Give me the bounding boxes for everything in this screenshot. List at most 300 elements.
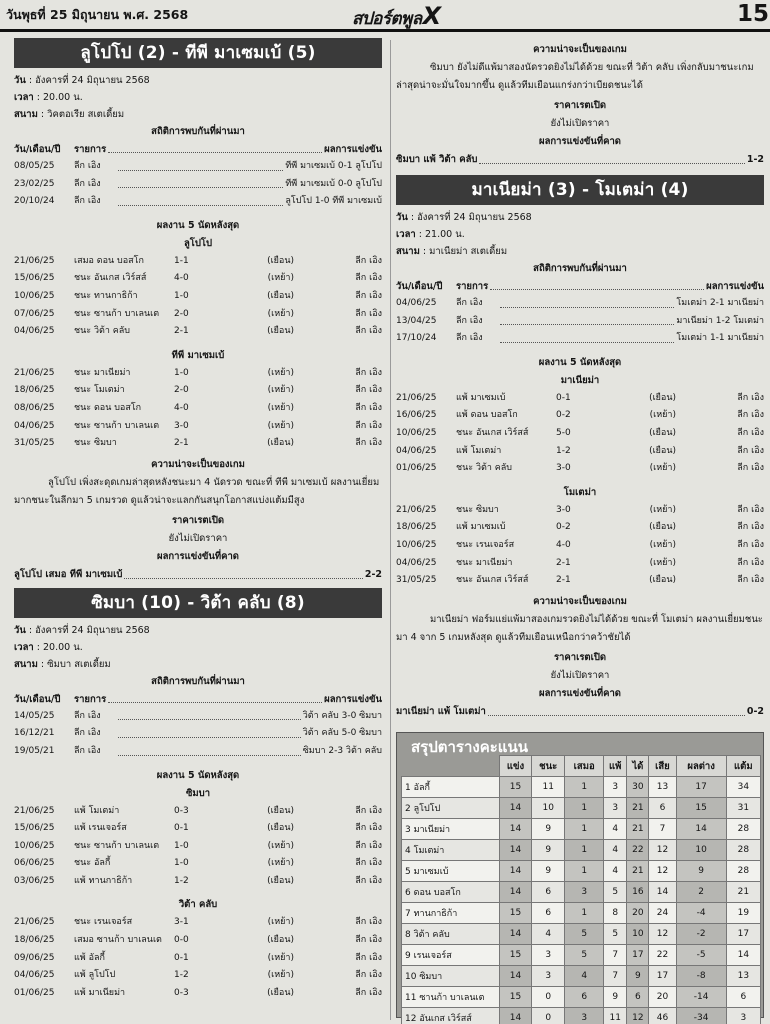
form-score: 1-1: [174, 255, 189, 266]
publication-logo: [352, 2, 441, 32]
standings-value: 13: [649, 777, 676, 798]
prediction-row: [396, 151, 764, 169]
standings-position: 10: [405, 972, 417, 982]
prob-title: ความน่าจะเป็นของเกม: [151, 458, 245, 470]
logo-text: สปอร์ตพูล: [352, 9, 422, 29]
standings-row: [402, 987, 761, 1008]
standings-team-cell: [402, 966, 500, 987]
standings-value: 24: [649, 903, 676, 924]
form-venue-type: (เหย้า): [267, 840, 294, 851]
form-opponent: ชนะ ซิมบา: [74, 438, 117, 449]
standings-team-cell: [402, 819, 500, 840]
form-competition: ลีก เอิง: [355, 935, 382, 946]
form-row: [14, 873, 382, 891]
standings-value: 7: [603, 945, 626, 966]
standings-team-name: อัลกี้: [413, 783, 430, 793]
form-row: [396, 502, 764, 520]
standings-value: 5: [603, 924, 626, 945]
form-row: [14, 967, 382, 985]
match-preview-2: [14, 588, 382, 1003]
venue-colon: :: [37, 109, 48, 120]
standings-value: 3: [603, 798, 626, 819]
form-score: 2-1: [556, 557, 571, 568]
standings-value: 3: [603, 777, 626, 798]
form-opponent: แพ้ อัลกี้: [74, 952, 105, 963]
standings-row: [402, 777, 761, 798]
standings-value: 22: [649, 945, 676, 966]
col-date-header: วัน/เดือน/ปี: [14, 693, 61, 705]
form-competition: ลีก เอิง: [737, 575, 764, 586]
form-date: 04/06/25: [396, 557, 437, 568]
odds-title: ราคาเรตเปิด: [553, 651, 607, 663]
form-competition: ลีก เอิง: [355, 290, 382, 301]
standings-value: 0: [532, 987, 565, 1008]
h2h-competition: ลีก เอิง: [456, 333, 483, 344]
standings-col-header: แพ้: [603, 756, 626, 777]
standings-value: 1: [565, 819, 604, 840]
form-title: ผลงาน 5 นัดหลังสุด: [156, 769, 240, 781]
standings-value: 1: [565, 798, 604, 819]
form-score: 0-1: [174, 952, 189, 963]
prediction-text: มาเนียม่า แพ้ โมเตม่า: [396, 705, 486, 717]
form-row: [396, 460, 764, 478]
standings-value: 12: [649, 861, 676, 882]
standings-value: 5: [603, 882, 626, 903]
form-venue-type: (เยือน): [267, 987, 294, 998]
right-column: [396, 38, 764, 721]
venue-colon: :: [37, 658, 48, 670]
standings-body: [402, 777, 761, 1024]
form-competition: ลีก เอิง: [737, 463, 764, 474]
leader-dots: [118, 158, 283, 171]
standings-team-cell: [402, 861, 500, 882]
standings-row: [402, 1008, 761, 1024]
form-date: 18/06/25: [14, 385, 55, 396]
form-opponent: ชนะ ซิมบา: [456, 504, 499, 515]
standings-team-cell: [402, 924, 500, 945]
standings-value: 46: [649, 1008, 676, 1024]
form-row: [396, 443, 764, 461]
venue-label: สนาม: [396, 246, 420, 257]
standings-value: 14: [500, 840, 532, 861]
odds-value: ยังไม่เปิดราคา: [168, 532, 228, 544]
standings-team-cell: [402, 903, 500, 924]
col-result-header: ผลการแข่งขัน: [324, 693, 382, 705]
form-competition: ลีก เอิง: [355, 805, 382, 816]
form-opponent: แพ้ โมเตม่า: [74, 805, 120, 816]
form-score: 1-0: [174, 367, 189, 378]
form-score: 0-0: [174, 935, 189, 946]
standings-value: 4: [603, 861, 626, 882]
standings-team-name: ซิมบา: [419, 972, 443, 982]
h2h-competition: ลีก เอิง: [74, 178, 101, 189]
standings-team-cell: [402, 798, 500, 819]
standings-value: 28: [726, 819, 760, 840]
standings-value: 9: [627, 966, 649, 987]
leader-dots: [118, 743, 301, 756]
standings-value: 12: [649, 840, 676, 861]
form-opponent: แพ้ เรนเจอร์ส: [74, 823, 127, 834]
form-score: 3-0: [556, 504, 571, 515]
form-score: 3-0: [174, 420, 189, 431]
form-date: 21/06/25: [14, 367, 55, 378]
standings-col-header: ผลต่าง: [676, 756, 726, 777]
standings-value: 8: [603, 903, 626, 924]
form-opponent: ชนะ มาเนียม่า: [74, 367, 131, 378]
h2h-result: ทีพี มาเซมเบ้ 0-0 ลูโปโป: [285, 178, 382, 189]
form-venue-type: (เหย้า): [267, 367, 294, 378]
standings-value: 31: [726, 798, 760, 819]
odds-value: ยังไม่เปิดราคา: [550, 669, 610, 681]
form-opponent: ชนะ อันเกส เวิร์สส์: [74, 273, 147, 284]
match-info: [14, 618, 382, 673]
form-competition: ลีก เอิง: [355, 420, 382, 431]
form-score: 0-3: [174, 805, 189, 816]
day-colon: :: [25, 75, 36, 86]
leader-dots: [490, 278, 704, 290]
form-date: 21/06/25: [396, 504, 437, 515]
form-venue-type: (เยือน): [267, 326, 294, 337]
leader-dots: [488, 703, 745, 716]
form-venue-type: (เยือน): [649, 575, 676, 586]
standings-team-cell: [402, 882, 500, 903]
prob-text: ซิมบา ยังไม่ดีแพ้มาสองนัดรวดยิงไม่ได้ด้วย ขณะที่ วิต้า คลับ เพิ่งกลับมาชนะเกมล่าสุดน่าจะมั่นใจมากขึ้น ดูแล้วทีมเยือนแกร่งกว่าเบียดชนะได้: [396, 62, 754, 91]
h2h-result: ทีพี มาเซมเบ้ 0-1 ลูโปโป: [285, 161, 382, 171]
prediction-row: [14, 566, 382, 584]
form-opponent: ชนะ อันเกส เวิร์สส์: [456, 575, 529, 586]
form-venue-type: (เยือน): [267, 255, 294, 266]
form-score: 2-0: [174, 385, 189, 396]
standings-value: 19: [726, 903, 760, 924]
standings-value: 3: [532, 966, 565, 987]
day-colon: :: [407, 212, 418, 223]
form-date: 08/06/25: [14, 402, 55, 413]
standings-team-name: อันเกส เวิร์สส์: [419, 1014, 472, 1024]
venue-value: ซิมบา สเตเดี้ยม: [47, 658, 111, 670]
form-opponent: ชนะ เรนเจอร์ส: [74, 917, 133, 928]
h2h-date: 13/04/25: [396, 315, 437, 326]
form-date: 04/06/25: [14, 970, 55, 981]
prediction-score: 2-2: [364, 568, 382, 580]
standings-value: 3: [565, 1008, 604, 1024]
h2h-row: [14, 708, 382, 726]
form-venue-type: (เยือน): [649, 522, 676, 533]
standings-value: 14: [500, 966, 532, 987]
form-venue-type: (เหย้า): [267, 420, 294, 431]
standings-value: 11: [532, 777, 565, 798]
h2h-competition: ลีก เอิง: [74, 745, 101, 756]
form-score: 1-2: [556, 445, 571, 456]
h2h-date: 17/10/24: [396, 333, 437, 344]
form-score: 1-0: [174, 290, 189, 301]
form-competition: ลีก เอิง: [355, 273, 382, 284]
prediction-title: ผลการแข่งขันที่คาด: [157, 550, 239, 562]
h2h-competition: ลีก เอิง: [74, 196, 101, 207]
standings-position: 3: [405, 825, 411, 835]
odds-title: ราคาเรตเปิด: [171, 514, 225, 526]
h2h-competition: ลีก เอิง: [456, 315, 483, 326]
col-list-header: รายการ: [74, 144, 107, 155]
standings-team-name: ลูโปโป: [413, 804, 441, 814]
form-score: 4-0: [556, 539, 571, 550]
standings-value: 6: [627, 987, 649, 1008]
form-competition: ลีก เอิง: [355, 858, 382, 869]
form-date: 21/06/25: [14, 805, 55, 816]
form-venue-type: (เหย้า): [267, 385, 294, 396]
standings-value: 20: [649, 987, 676, 1008]
standings-value: 6: [649, 798, 676, 819]
standings-value: 34: [726, 777, 760, 798]
form-date: 10/06/25: [14, 840, 55, 851]
standings-value: 28: [726, 861, 760, 882]
match-venue-line: [14, 656, 382, 673]
form-competition: ลีก เอิง: [355, 402, 382, 413]
standings-value: 17: [726, 924, 760, 945]
standings-row: [402, 924, 761, 945]
odds-title: ราคาเรตเปิด: [553, 100, 607, 111]
standings-row: [402, 861, 761, 882]
h2h-date: 04/06/25: [396, 298, 437, 308]
standings-table: [401, 755, 761, 1024]
issue-date: วันพุธที่ 25 มิถุนายน พ.ศ. 2568: [6, 7, 189, 22]
standings-position: 6: [405, 888, 411, 898]
match-info: [396, 205, 764, 260]
standings-value: 4: [603, 840, 626, 861]
form-venue-type: (เหย้า): [267, 970, 294, 981]
standings-value: 30: [627, 777, 649, 798]
standings-value: 15: [676, 798, 726, 819]
h2h-result: โมเตม่า 2-1 มาเนียม่า: [676, 298, 764, 308]
form-venue-type: (เหย้า): [267, 917, 294, 928]
form-score: 0-2: [556, 410, 571, 421]
standings-value: 9: [676, 861, 726, 882]
standings-value: 0: [532, 1008, 565, 1024]
standings-value: 4: [532, 924, 565, 945]
h2h-result: โมเตม่า 1-1 มาเนียม่า: [676, 333, 764, 344]
h2h-result: วิต้า คลับ 5-0 ซิมบา: [302, 728, 382, 739]
standings-value: 12: [627, 1008, 649, 1024]
standings-value: -34: [676, 1008, 726, 1024]
form-opponent: แพ้ มาเนียม่า: [74, 987, 126, 998]
form-venue-type: (เยือน): [267, 438, 294, 449]
prob-text: ลูโปโป เพิ่งสะดุดเกมล่าสุดหลังชนะมา 4 นัดรวด ขณะที่ ทีพี มาเซมเบ้ ผลงานเยี่ยมมากชนะในลีกมา 5 เกมรวด ดูแล้วน่าจะแลกกันสนุกโอกาสแบ่งแต้มมีสูง: [14, 476, 380, 506]
form-venue-type: (เยือน): [267, 805, 294, 816]
col-result-header: ผลการแข่งขัน: [706, 281, 764, 292]
standings-value: 6: [532, 903, 565, 924]
standings-value: 17: [676, 777, 726, 798]
standings-value: -5: [676, 945, 726, 966]
standings-value: 6: [532, 882, 565, 903]
form-opponent: ชนะ มาเนียม่า: [456, 557, 513, 568]
match-time-line: [14, 89, 382, 106]
standings-team-cell: [402, 945, 500, 966]
standings-team-name: โมเตม่า: [413, 846, 445, 856]
standings-position: 12: [405, 1014, 417, 1024]
leader-dots: [500, 330, 674, 343]
form-venue-type: (เยือน): [267, 290, 294, 301]
h2h-date: 14/05/25: [14, 710, 55, 721]
form-venue-type: (เหย้า): [649, 410, 676, 421]
standings-position: 11: [405, 993, 417, 1003]
standings-value: 10: [676, 840, 726, 861]
form-opponent: ชนะ โมเตม่า: [74, 385, 125, 396]
col-list-header: รายการ: [74, 693, 107, 705]
standings-value: 9: [603, 987, 626, 1008]
form-row: [396, 537, 764, 555]
standings-value: 1: [565, 861, 604, 882]
form-score: 0-3: [174, 987, 189, 998]
form-score: 2-1: [174, 438, 189, 449]
form-opponent: ชนะ อัลกี้: [74, 858, 111, 869]
form-date: 09/06/25: [14, 952, 55, 963]
page-number: 15: [737, 1, 770, 27]
form-date: 18/06/25: [396, 522, 437, 533]
form-date: 16/06/25: [396, 410, 437, 421]
leader-dots: [118, 176, 283, 189]
standings-col-header: ชนะ: [532, 756, 565, 777]
form-row: [396, 425, 764, 443]
form-score: 0-1: [556, 392, 571, 403]
standings-table-box: [396, 732, 764, 1024]
day-label: วัน: [396, 212, 408, 223]
form-row: [14, 323, 382, 341]
form-venue-type: (เยือน): [649, 427, 676, 438]
standings-col-header: แต้ม: [726, 756, 760, 777]
day-colon: :: [25, 624, 36, 636]
form-venue-type: (เยือน): [649, 445, 676, 456]
column-divider: [390, 40, 391, 1020]
standings-position: 5: [405, 867, 411, 877]
standings-value: -14: [676, 987, 726, 1008]
form-date: 03/06/25: [14, 875, 55, 886]
form-date: 04/06/25: [14, 420, 55, 431]
form-row: [396, 555, 764, 573]
form-row: [396, 390, 764, 408]
col-list-header: รายการ: [456, 281, 489, 292]
prediction-row: [396, 703, 764, 721]
time-colon: :: [33, 641, 43, 653]
match-venue-line: [396, 243, 764, 260]
form-opponent: ชนะ ทานกาธิก้า: [74, 290, 138, 301]
form-title: ผลงาน 5 นัดหลังสุด: [538, 356, 622, 368]
standings-value: 10: [532, 798, 565, 819]
form-date: 01/06/25: [396, 463, 437, 474]
standings-value: 9: [532, 861, 565, 882]
form-date: 21/06/25: [396, 392, 437, 403]
standings-value: 15: [500, 777, 532, 798]
leader-dots: [108, 691, 322, 703]
time-colon: :: [33, 92, 43, 103]
form-competition: ลีก เอิง: [737, 427, 764, 438]
form-opponent: ชนะ เรนเจอร์ส: [456, 539, 515, 550]
form-competition: ลีก เอิง: [355, 385, 382, 396]
standings-value: 7: [603, 966, 626, 987]
h2h-row: [14, 725, 382, 743]
form-score: 4-0: [174, 402, 189, 413]
standings-value: 6: [726, 987, 760, 1008]
form-row: [396, 572, 764, 590]
standings-team-header: [402, 756, 500, 777]
form-competition: ลีก เอิง: [355, 917, 382, 928]
standings-value: 3: [532, 945, 565, 966]
form-row: [396, 519, 764, 537]
standings-value: 1: [565, 840, 604, 861]
odds-value: ยังไม่เปิดราคา: [550, 118, 610, 129]
form-venue-type: (เยือน): [267, 823, 294, 834]
match-info: [14, 68, 382, 123]
form-team-name: ลูโปโป: [183, 237, 213, 249]
form-opponent: ชนะ วิต้า คลับ: [456, 463, 513, 474]
form-score: 5-0: [556, 427, 571, 438]
form-score: 4-0: [174, 273, 189, 284]
form-date: 21/06/25: [14, 917, 55, 928]
standings-team-cell: [402, 840, 500, 861]
form-competition: ลีก เอิง: [355, 823, 382, 834]
h2h-title: สถิติการพบกันที่ผ่านมา: [151, 126, 245, 137]
standings-team-name: มาเนียม่า: [413, 825, 451, 835]
form-row: [14, 932, 382, 950]
match-time-line: [396, 226, 764, 243]
match-venue-line: [14, 106, 382, 123]
form-opponent: แพ้ ดอน บอสโก: [456, 410, 518, 421]
match-day-line: [14, 622, 382, 639]
h2h-result: ลูโปโป 1-0 ทีพี มาเซมเบ้: [285, 196, 382, 207]
standings-col-header: แข่ง: [500, 756, 532, 777]
form-team-name: วิต้า คลับ: [178, 899, 218, 911]
standings-value: 9: [532, 819, 565, 840]
standings-value: 14: [676, 819, 726, 840]
standings-value: 10: [627, 924, 649, 945]
form-date: 04/06/25: [14, 326, 55, 337]
form-date: 07/06/25: [14, 308, 55, 319]
standings-value: 14: [500, 1008, 532, 1024]
standings-value: -2: [676, 924, 726, 945]
form-venue-type: (เหย้า): [649, 557, 676, 568]
standings-value: 15: [500, 903, 532, 924]
h2h-title: สถิติการพบกันที่ผ่านมา: [151, 675, 245, 687]
standings-value: 16: [627, 882, 649, 903]
day-label: วัน: [14, 624, 26, 636]
standings-value: 14: [500, 819, 532, 840]
standings-team-cell: [402, 1008, 500, 1024]
form-date: 10/06/25: [396, 539, 437, 550]
leader-dots: [479, 151, 744, 164]
h2h-header-row: [396, 278, 764, 295]
prob-title: ความน่าจะเป็นของเกม: [533, 44, 627, 55]
standings-position: 2: [405, 804, 411, 814]
form-date: 06/06/25: [14, 858, 55, 869]
prediction-text: ลูโปโป เสมอ ทีพี มาเซมเบ้: [14, 568, 123, 580]
form-row: [14, 382, 382, 400]
h2h-date: 20/10/24: [14, 196, 55, 207]
form-venue-type: (เหย้า): [267, 952, 294, 963]
form-score: 0-1: [174, 823, 189, 834]
standings-value: 11: [603, 1008, 626, 1024]
standings-value: 14: [500, 861, 532, 882]
form-opponent: ชนะ อันเกส เวิร์สส์: [456, 427, 529, 438]
leader-dots: [118, 193, 283, 206]
form-row: [14, 914, 382, 932]
standings-value: 21: [627, 798, 649, 819]
form-date: 15/06/25: [14, 823, 55, 834]
standings-value: 21: [726, 882, 760, 903]
standings-value: 14: [500, 882, 532, 903]
h2h-row: [14, 176, 382, 194]
standings-position: 9: [405, 951, 411, 961]
form-competition: ลีก เอิง: [355, 875, 382, 886]
standings-value: 7: [649, 819, 676, 840]
standings-position: 8: [405, 930, 411, 940]
